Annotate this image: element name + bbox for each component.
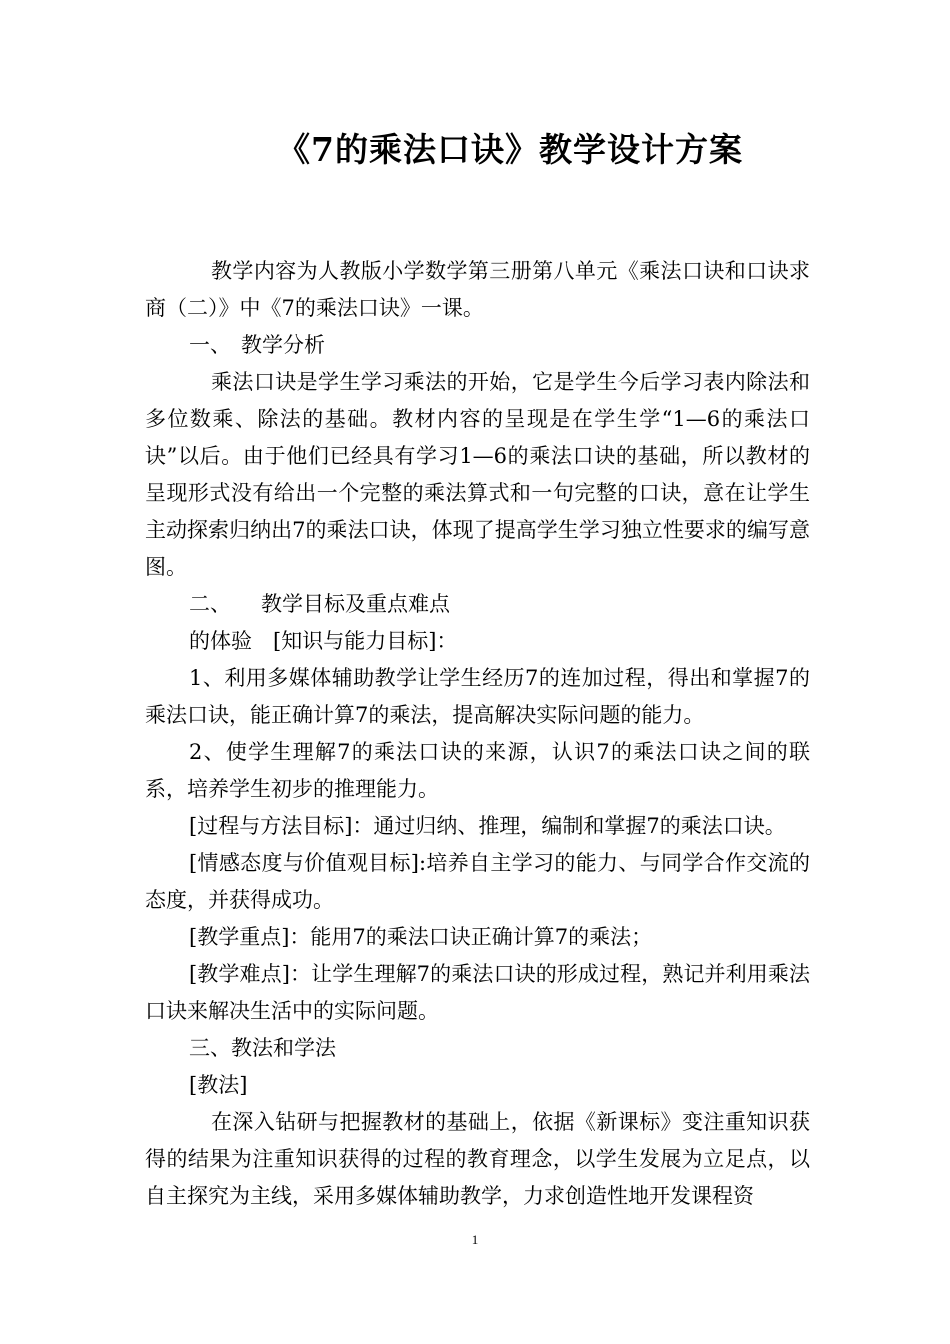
section-heading-2 — [145, 586, 810, 623]
section-title-3: 教法和学法 — [231, 1036, 336, 1060]
document-title: 《7的乘法口诀》教学设计方案 — [277, 130, 743, 169]
section-heading-3 — [145, 1030, 810, 1067]
emotion-goal: [情感态度与价值观目标]:培养自主学习的能力、与同学合作交流的态度，并获得成功。 — [145, 851, 810, 912]
section-title-1: 教学分析 — [241, 333, 325, 357]
knowledge-goal-line: 的体验 [知识与能力目标]： — [189, 629, 458, 653]
section-number-3: 三、 — [189, 1036, 231, 1060]
teaching-method-paragraph: 在深入钻研与把握教材的基础上，依据《新课标》变注重知识获得的结果为注重知识获得的过程的教育理念，以学生发展为立足点，以自主探究为主线，采用多媒体辅助教学，力求创造性地开发课程资 — [145, 1110, 810, 1208]
document-body — [145, 253, 810, 1215]
difficulty-point: [教学难点]：让学生理解7的乘法口诀的形成过程，熟记并利用乘法口诀来解决生活中的实际问题。 — [145, 962, 810, 1023]
intro-paragraph: 教学内容为人教版小学数学第三册第八单元《乘法口诀和口诀求商（二）》中《7的乘法口诀》一课。 — [145, 259, 810, 320]
analysis-paragraph: 乘法口诀是学生学习乘法的开始，它是学生今后学习表内除法和多位数乘、除法的基础。教材内容的呈现是在学生学“1—6的乘法口诀”以后。由于他们已经具有学习1—6的乘法口诀的基础，所以教材的呈现形式没有给出一个完整的乘法算式和一句完整的口诀，意在让学生主动探索归纳出7的乘法口诀，体现了提高学生学习独立性要求的编写意图。 — [145, 370, 810, 579]
section-title-2: 教学目标及重点难点 — [261, 592, 450, 616]
section-heading-1 — [145, 327, 810, 364]
teaching-method-label: [教法] — [189, 1073, 248, 1097]
goal-item-1: 1、利用多媒体辅助教学让学生经历7的连加过程，得出和掌握7的乘法口诀，能正确计算7的乘法，提高解决实际问题的能力。 — [145, 666, 810, 727]
goal-item-2: 2、使学生理解7的乘法口诀的来源，认识7的乘法口诀之间的联系，培养学生初步的推理能力。 — [145, 740, 810, 801]
section-number-1: 一、 — [189, 333, 231, 357]
section-number-2: 二、 — [189, 592, 231, 616]
key-point: [教学重点]：能用7的乘法口诀正确计算7的乘法； — [189, 925, 653, 949]
process-goal: [过程与方法目标]：通过归纳、推理，编制和掌握7的乘法口诀。 — [189, 814, 786, 838]
page-number: 1 — [471, 1232, 479, 1247]
